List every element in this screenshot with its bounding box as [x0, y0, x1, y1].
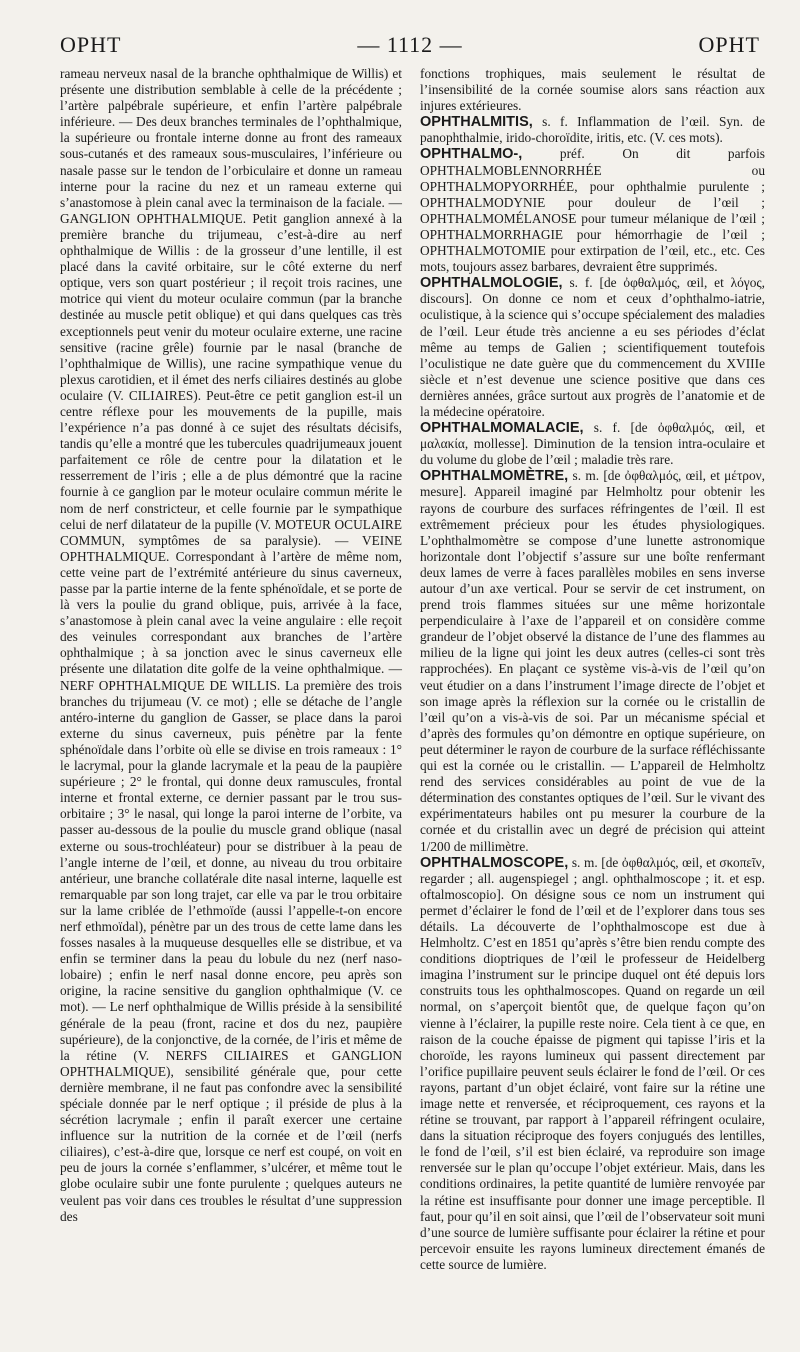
entry-ophthalmomalacie — [420, 420, 765, 468]
entry-headword: OPHTHALMOLOGIE, — [420, 275, 563, 292]
entry-headword: OPHTHALMO-, — [420, 146, 523, 163]
left-column — [60, 66, 402, 1225]
running-head-right: OPHT — [698, 32, 760, 57]
entry-headword: OPHTHALMOSCOPE, — [420, 854, 569, 871]
entry-ophthalmo-prefix — [420, 146, 765, 275]
left-column-text: rameau nerveux nasal de la branche ophthalmique de Willis) et présente une distribution semblable à celle de la précédente ; l’artère palpébrale supérieure, et enfin l’artère palpébrale inférieure. — Des deux branches terminales de l’ophthalmique, la supérieure ou frontale interne donne au front des rameaux sous-cutanés et des rameaux sous-musculaires, l’inférieure ou nasale passe sur le tendon de l’orbiculaire et donne un rameau interne pour la racine du nez et un rameau externe qui s’anastomose à plein canal avec la terminaison de la faciale. — GANGLION OPHTHALMIQUE. Petit ganglion annexé à la première branche du trijumeau, c’est-à-dire au nerf ophthalmique de Willis : de la grosseur d’une lentille, il est placé dans la cavité orbitaire, sur le côté externe du nerf optique, vers son quart postérieur ; il reçoit trois racines, une motrice qui vient du moteur oculaire commun (par la branche destinée au muscle petit oblique) et qui dans quelques cas très exceptionnels peut venir du moteur oculaire externe, une racine sensitive (racine grêle) fournie par le nasal (branche de l’ophthalmique de Willis), une racine sympathique venue du plexus carotidien, et il émet des nerfs ciliaires destinés au globe oculaire (V. CILIAIRES). Peut-être ce petit ganglion est-il un centre réflexe pour les mouvements de la pupille, mais l’expérience n’a pas donné à ce sujet des résultats décisifs, tandis qu’elle a montré que les tubercules quadrijumeaux jouent parfaitement ce rôle de centre pour la dilatation et le resserrement de l’iris ; elle a de plus démontré que la racine fournie à ce ganglion par le moteur oculaire commun mérite le nom de nerf constricteur, et celle fournie par le sympathique celui de nerf dilatateur de la pupille (V. MOTEUR OCULAIRE COMMUN, symptômes de sa paralysie). — VEINE OPHTHALMIQUE. Correspondant à l’artère de même nom, cette veine part de l’extrémité antérieure du sinus caverneux, passe par la partie interne de la fente sphénoïdale, et se porte de là vers la poulie du grand oblique, puis, arrivée à la face, s’anastomose à plein canal avec la veine angulaire : elle reçoit des veinules correspondant aux branches de l’artère ophthalmique ; à sa jonction avec le sinus caverneux elle présente une dilatation dite golfe de la veine ophthalmique. — NERF OPHTHALMIQUE DE WILLIS. La première des trois branches du trijumeau (V. ce mot) ; elle se détache de l’angle antéro-interne du ganglion de Gasser, se place dans la paroi externe du sinus caverneux, puis pénètre par la fente sphénoïdale dans l’orbite où elle se divise en trois rameaux : 1° le lacrymal, pour la glande lacrymale et la peau de la paupière supérieure ; 2° le frontal, qui donne deux ramuscules, frontal interne et frontal externe, ce dernier passant par le trou sus-orbitaire ; 3° le nasal, qui longe la paroi interne de l’orbite, va passer au-dessous de la poulie du muscle grand oblique (nasal externe ou sous-trochléateur) pour se distribuer à la peau de l’angle interne de l’œil, et donne, au niveau du trou orbitaire antérieur, une branche collatérale dite nasal interne, laquelle est remarquable par son long trajet, car elle va par le trou orbitaire sur la lame criblée de l’ethmoïde (aussi l’appelle-t-on encore nerf ethmoïdal), pénètre par un des trous de cette lame dans les fosses nasales à la muqueuse desquelles elle se distribue, et va enfin se terminer dans la peau du lobule du nez (nerf naso-lobaire) ; enfin le nerf nasal donne encore, peu après son origine, la racine sensitive du ganglion ophthalmique (V. ce mot). — Le nerf ophthalmique de Willis préside à la sensibilité générale de la peau (front, racine et dos du nez, paupière supérieure), de la conjonctive, de la cornée, de l’iris et même de la rétine (V. NERFS CILIAIRES et GANGLION OPHTHALMIQUE), sensibilité générale que, pour cette dernière membrane, il ne faut pas confondre avec la sensibilité spéciale donnée par le nerf optique ; il préside de plus à la sécrétion lacrymale ; enfin il paraît exercer une certaine influence sur la nutrition de la cornée et de l’œil (nerfs ciliaires), c’est-à-dire que, lorsque ce nerf est coupé, on voit en peu de jours la cornée s’enflammer, s’ulcérer, et même tout le globe oculaire subir une fonte purulente ; quelques auteurs ne veulent pas voir dans ces troubles le résultat d’une suppression des — [60, 66, 402, 1224]
entry-body: s. f. [de ὀφθαλμός, œil, et λόγος, discours]. On donne ce nom et ceux d’ophthalmo-iatrie, oculistique, à la science qui s’occupe spécialement des maladies de l’œil. Leur étude très ancienne a eu ses périodes d’éclat même au temps de Galien ; scientifiquement toutefois l’oculistique ne date guère que du commencement du XVIIIe siècle et n’est devenue une science positive que dans ces dernières années, grâce surtout aux progrès de l’anatomie et de la médecine opératoire. — [420, 275, 765, 419]
right-column — [420, 66, 765, 1273]
page-number: — 1112 — — [357, 32, 463, 57]
entry-body: s. m. [de ὀφθαλμός, œil, et σκοπεῖν, regarder ; all. augenspiegel ; angl. ophthalmoscope ; it. et esp. oftalmoscopio]. On désigne sous ce nom un instrument qui permet d’éclairer le fond de l’œil et de l’explorer dans tous ses détails. La découverte de l’ophthalmoscope est due à Helmholtz. C’est en 1851 qu’après s’être bien rendu compte des conditions dioptriques de l’œil le professeur de Heidelberg imagina l’instrument sur le principe duquel ont été depuis lors construits tous les ophthalmoscopes. Quand on regarde un œil normal, on s’aperçoit bientôt que, de quelque façon qu’on vienne à l’éclairer, la pupille reste noire. Cela tient à ce que, en raison de la couche épaisse de pigment qui tapisse l’iris et la choroïde, les rayons lumineux qui passent directement par l’orifice pupillaire peuvent seuls éclairer le fond de l’œil. Or ces rayons, partant d’un objet éclairé, vont faire sur la rétine une image nette et renversée, et réciproquement, ces rayons et la rétine se trouvant, par rapport à l’appareil réfringent oculaire, dans la situation réciproque des foyers conjugués des lentilles, le fond de l’œil, s’il est bien éclairé, va reproduire son image renversée sur le plan qu’occupe l’objet extérieur. Mais, dans les conditions ordinaires, la petite quantité de lumière renvoyée par la rétine est insuffisante pour donner une image perceptible. Il faut, pour qu’il en soit ainsi, que l’œil de l’observateur soit muni d’une source de lumière suffisante pour éclairer la rétine et pour percevoir ensuite les rayons lumineux directement émanés de cette source de lumière. — [420, 854, 766, 1272]
entry-ophthalmologie — [420, 275, 765, 420]
entry-ophthalmitis — [420, 114, 765, 146]
entry-body: préf. On dit parfois OPHTHALMOBLENNORRHÉE ou OPHTHALMOPYORRHÉE, pour ophthalmie purulente ; OPHTHALMODYNIE pour douleur de l’œil ; OPHTHALMOMÉLANOSE pour tumeur mélanique de l’œil ; OPHTHALMORRHAGIE pour hémorrhagie de l’œil ; OPHTHALMOTOMIE pour extirpation de l’œil, etc., etc. Ces mots, toujours assez barbares, devraient être supprimés. — [420, 146, 765, 275]
entry-body: s. m. [de ὀφθαλμός, œil, et μέτρον, mesure]. Appareil imaginé par Helmholtz pour obtenir les rayons de courbure des surfaces réfringentes de l’œil. Il est extrêmement précieux pour les études physiologiques. L’ophthalmomètre se compose d’une lunette astronomique horizontale dont l’objectif s’assure sur une boîte renfermant deux lames de verre à faces parallèles mobiles en sens inverse autour d’un axe vertical. Pour se servir de cet instrument, on prend trois flammes situées sur une même horizontale perpendiculaire à l’axe de l’appareil et on considère comme grandeur de l’objet observé la distance de l’une des flammes au milieu de la ligne qui joint les deux autres (celles-ci sont très rapprochées). En plaçant ce système vis-à-vis de l’œil qu’on veut étudier on a dans l’instrument l’image directe de l’objet et son image après la réflexion sur la cornée ou le cristallin de l’œil qu’on a vis-à-vis de soi. Par un mécanisme spécial et d’après des formules qu’on démontre en optique supérieure, on peut déterminer le rayon de courbure de la surface réfléchissante qui est la cornée ou le cristallin. — L’appareil de Helmholtz rend des services considérables au point de vue de la détermination des constantes optiques de l’œil. Sur le vivant des expérimentateurs habiles ont pu mesurer la courbure de la cornée et du cristallin avec un degré de précision qui atteint 1/200 de millimètre. — [420, 468, 766, 854]
continuation-text: fonctions trophiques, mais seulement le résultat de l’insensibilité de la cornée soumise alors sans réaction aux injures extérieures. — [420, 66, 765, 114]
entry-body: s. f. Inflammation de l’œil. Syn. de panophthalmie, irido-choroïdite, iritis, etc. (V. ces mots). — [420, 114, 766, 146]
entry-headword: OPHTHALMOMALACIE, — [420, 420, 584, 437]
entry-headword: OPHTHALMOMÈTRE, — [420, 468, 569, 485]
entry-body: s. f. [de ὀφθαλμός, œil, et μαλακία, mollesse]. Diminution de la tension intra-oculaire et du volume du globe de l’œil ; maladie très rare. — [420, 420, 765, 468]
entry-ophthalmoscope — [420, 855, 765, 1273]
running-head-left: OPHT — [60, 32, 122, 57]
entry-headword: OPHTHALMITIS, — [420, 114, 533, 131]
running-head — [60, 30, 760, 60]
entry-ophthalmometre — [420, 468, 765, 854]
